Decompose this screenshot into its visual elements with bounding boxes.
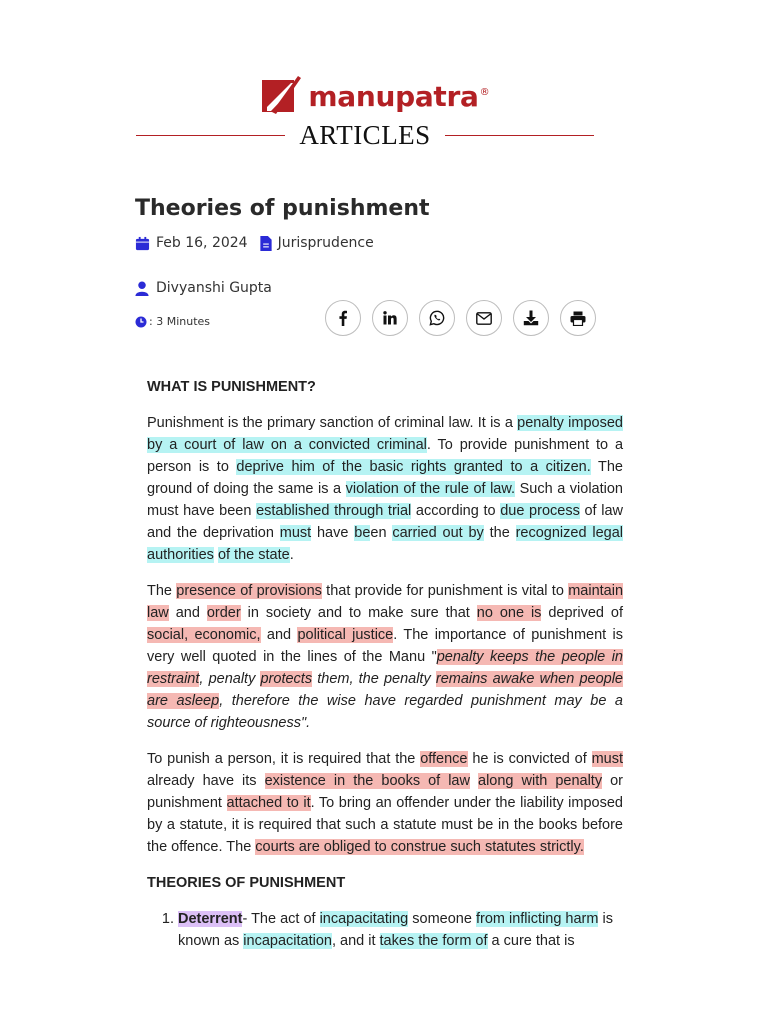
highlight: social, economic, [147, 627, 261, 643]
highlight: must [279, 525, 312, 541]
calendar-icon [135, 236, 150, 251]
highlight: attached to it [226, 795, 311, 811]
article-body [147, 376, 623, 952]
highlight: deprive him of the basic rights granted to a citizen. [236, 459, 591, 475]
highlight: violation of the rule of law. [345, 481, 516, 497]
section-heading: THEORIES OF PUNISHMENT [147, 875, 346, 891]
highlight: existence in the books of law [264, 773, 470, 789]
article-meta [135, 235, 374, 251]
manupatra-logo-icon [258, 74, 302, 118]
highlight: remains awake when people are asleep [147, 671, 624, 709]
highlight: penalty keeps the people in restraint [147, 649, 623, 687]
print-icon [570, 311, 586, 326]
facebook-icon [338, 310, 348, 326]
highlight: incapacitating [319, 911, 409, 927]
paragraph: Punishment is the primary sanction of criminal law. It is a penalty imposed by a court of law on a convicted criminal. To provide punishment to a person is to deprive him of the basic rights granted to a citizen. The ground of doing the same is a violation of the rule of law. Such a violation must have been established through trial according to due process of law and the deprivation must have been carried out by the recognized legal authorities of the state. [147, 415, 624, 563]
clock-icon [135, 316, 147, 328]
paragraph: To punish a person, it is required that the offence he is convicted of must already have its existence in the books of law along with penalty or punishment attached to it. To bring an offender under the liability imposed by a statute, it is required that such a statute must be in the books before the offence. The courts are obliged to construe such statutes strictly. [147, 751, 624, 855]
list-item: 1. Deterrent- The act of incapacitating someone from inflicting harm is known as incapacitation, and it takes the form of a cure that is [178, 908, 623, 952]
highlight: offence [420, 751, 468, 767]
highlight: order [206, 605, 241, 621]
highlight: presence of provisions [176, 583, 322, 599]
highlight: of the state [217, 547, 290, 563]
highlight: courts are obliged to construe such statutes strictly. [255, 839, 584, 855]
highlight: Deterrent [178, 911, 243, 927]
paragraph: The presence of provisions that provide for punishment is vital to maintain law and order in society and to make sure that no one is deprived of social, economic, and political justice. The importance of punishment is very well quoted in the lines of the Manu "penalty keeps the people in restraint, penalty protects them, the penalty remains awake when people are asleep, therefore the wise have regarded punishment may be a source of righteousness". [147, 583, 624, 731]
mail-icon [476, 312, 492, 325]
divider-left [136, 135, 285, 136]
highlight: along with penalty [478, 773, 603, 789]
highlight: penalty imposed by a court of law on a convicted criminal [147, 415, 623, 453]
user-icon [135, 281, 149, 296]
section-banner [136, 120, 594, 151]
highlight: incapacitation [243, 933, 332, 949]
author [135, 280, 272, 296]
highlight: established through trial [256, 503, 412, 519]
highlight: must [591, 751, 624, 767]
article-category[interactable]: Jurisprudence [277, 235, 374, 251]
article-date: Feb 16, 2024 [156, 235, 248, 251]
read-time-text: : 3 Minutes [149, 315, 210, 328]
highlight: political justice [297, 627, 394, 643]
whatsapp-icon [429, 310, 445, 326]
highlight: due process [500, 503, 580, 519]
print-button[interactable] [560, 300, 596, 336]
author-name[interactable]: Divyanshi Gupta [156, 280, 272, 296]
section-title: ARTICLES [299, 120, 431, 150]
highlight: no one is [476, 605, 542, 621]
read-time [135, 315, 210, 328]
brand-logo[interactable] [0, 74, 768, 118]
highlight: recognized legal authorities [147, 525, 623, 563]
divider-right [445, 135, 594, 136]
highlight: carried out by [392, 525, 484, 541]
download-button[interactable] [513, 300, 549, 336]
registered-mark: ® [479, 86, 490, 98]
whatsapp-share-button[interactable] [419, 300, 455, 336]
document-icon [260, 236, 272, 251]
download-icon [523, 310, 539, 326]
brand-name: manupatra [308, 79, 479, 113]
highlight: takes the form of [379, 933, 488, 949]
section-heading: WHAT IS PUNISHMENT? [147, 379, 316, 395]
article-title: Theories of punishment [135, 196, 430, 221]
linkedin-share-button[interactable] [372, 300, 408, 336]
theories-list [147, 908, 623, 952]
highlight: maintain law [147, 583, 624, 621]
linkedin-icon [383, 311, 397, 325]
highlight: be [354, 525, 371, 541]
highlight: from inflicting harm [475, 911, 599, 927]
highlight: protects [260, 671, 313, 687]
email-share-button[interactable] [466, 300, 502, 336]
share-buttons [325, 300, 596, 336]
facebook-share-button[interactable] [325, 300, 361, 336]
